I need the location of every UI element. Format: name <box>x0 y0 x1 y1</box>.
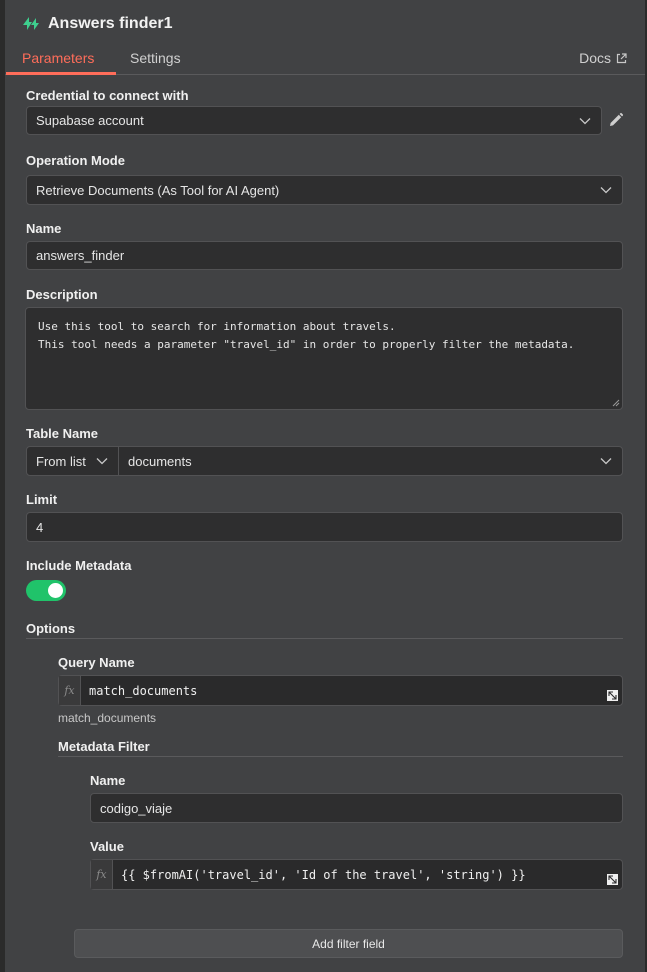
include-metadata-toggle[interactable] <box>26 580 66 601</box>
operation-mode-select[interactable] <box>26 175 623 205</box>
tab-parameters[interactable]: Parameters <box>22 50 95 66</box>
table-mode-select[interactable] <box>26 446 119 476</box>
credential-label: Credential to connect with <box>26 88 189 103</box>
filter-name-input[interactable] <box>90 793 623 823</box>
description-line-2: This tool needs a parameter "travel_id" in order to properly filter the metadata. <box>38 338 575 351</box>
table-mode-value: From list <box>36 453 86 469</box>
external-link-icon <box>616 53 627 64</box>
tab-docs[interactable] <box>579 50 627 66</box>
toggle-knob <box>48 583 63 598</box>
filter-value-expression: {{ $fromAI('travel_id', 'Id of the travel', 'string') }} <box>121 867 526 882</box>
table-name-value: documents <box>128 453 192 469</box>
query-name-input[interactable] <box>58 675 623 706</box>
fx-icon: fx <box>59 676 81 705</box>
query-name-value: match_documents <box>89 683 198 698</box>
filter-name-value: codigo_viaje <box>100 800 173 816</box>
description-textarea[interactable] <box>25 307 623 410</box>
limit-value: 4 <box>36 519 44 535</box>
chevron-down-icon <box>600 457 612 465</box>
filter-name-label: Name <box>90 773 126 788</box>
node-title: Answers finder1 <box>48 15 173 32</box>
query-name-resolved: match_documents <box>58 711 157 725</box>
tab-settings[interactable]: Settings <box>130 50 181 66</box>
operation-mode-label: Operation Mode <box>26 153 125 168</box>
node-settings-panel <box>5 0 645 972</box>
supabase-icon <box>21 13 41 33</box>
name-value: answers_finder <box>36 248 125 263</box>
credential-value: Supabase account <box>36 113 144 128</box>
resize-grip-icon[interactable] <box>612 399 620 407</box>
filter-value-label: Value <box>90 839 124 854</box>
fx-icon: fx <box>91 860 113 889</box>
query-name-label: Query Name <box>58 655 135 670</box>
include-metadata-label: Include Metadata <box>26 558 132 573</box>
options-label: Options <box>26 621 76 636</box>
active-tab-indicator <box>6 72 116 75</box>
options-divider <box>26 638 623 639</box>
metadata-filter-divider <box>58 756 623 757</box>
table-name-select[interactable] <box>118 446 623 476</box>
metadata-filter-label: Metadata Filter <box>58 739 150 754</box>
description-line-1: Use this tool to search for information about travels. <box>38 320 396 333</box>
expand-editor-icon[interactable] <box>606 873 619 886</box>
limit-input[interactable] <box>26 512 623 542</box>
expand-editor-icon[interactable] <box>606 689 619 702</box>
chevron-down-icon <box>96 457 108 465</box>
table-name-label: Table Name <box>26 426 99 441</box>
docs-label: Docs <box>579 50 611 66</box>
name-label: Name <box>26 221 62 236</box>
limit-label: Limit <box>26 492 58 507</box>
filter-value-input[interactable] <box>90 859 623 890</box>
description-label: Description <box>26 287 98 302</box>
panel-header <box>5 0 645 75</box>
edit-pencil-icon[interactable] <box>608 112 624 128</box>
add-filter-field-button[interactable]: Add filter field <box>74 929 623 958</box>
chevron-down-icon <box>600 186 612 194</box>
name-input[interactable] <box>26 241 623 270</box>
chevron-down-icon <box>579 117 591 125</box>
credential-select[interactable] <box>26 106 602 135</box>
operation-mode-value: Retrieve Documents (As Tool for AI Agent) <box>36 182 280 198</box>
